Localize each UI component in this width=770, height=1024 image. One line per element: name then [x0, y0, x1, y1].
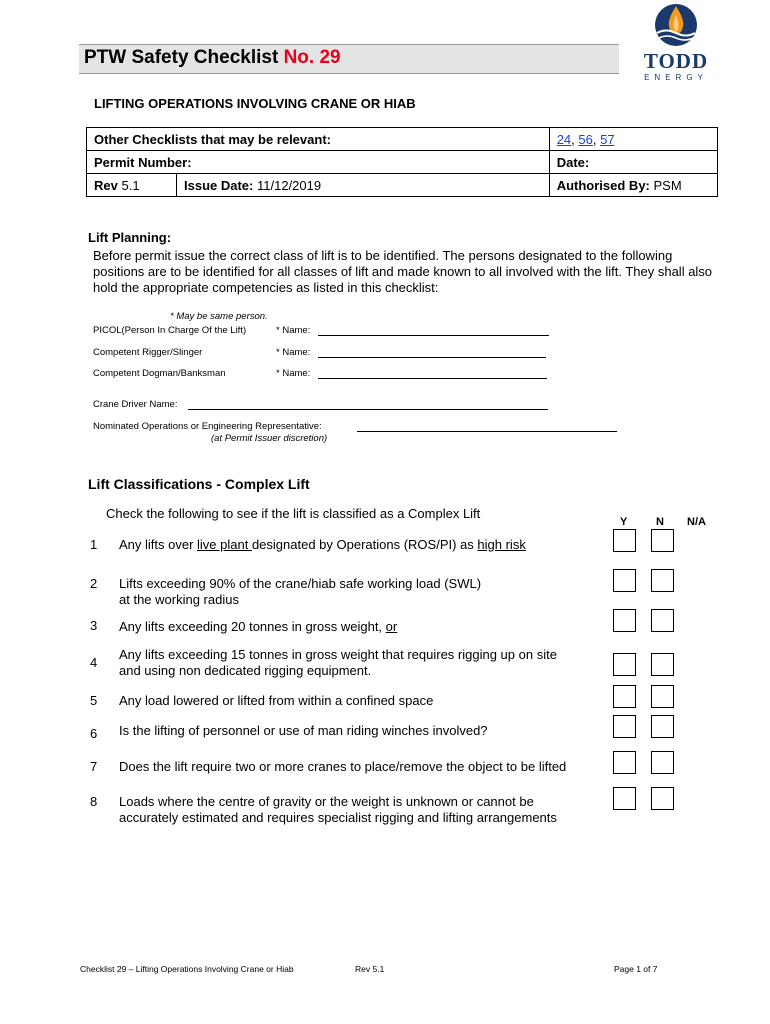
item-5-number: 5 — [90, 693, 98, 708]
item-7-number: 7 — [90, 759, 98, 774]
item-3-text — [119, 619, 397, 635]
item-2-line2: at the working radius — [119, 592, 239, 607]
authorised-value: PSM — [653, 177, 682, 193]
lift-planning-intro: Before permit issue the correct class of lift is to be identified. The persons designated to the following positions are to be identified for all classes of lift and made known to all involved with the lift. They shall also hold the appropriate competencies as listed in this checklist: — [93, 248, 713, 295]
footer-revision: Rev 5.1 — [355, 964, 385, 974]
classifications-instruction: Check the following to see if the lift is classified as a Complex Lift — [106, 506, 481, 521]
lift-planning-heading: Lift Planning: — [88, 230, 172, 245]
item-4-y-checkbox[interactable] — [613, 653, 636, 676]
item-1-text — [119, 537, 526, 553]
title-main: PTW Safety Checklist — [84, 47, 279, 68]
issue-date-label: Issue Date: — [184, 177, 254, 193]
permit-info-table — [86, 127, 718, 197]
date-label: Date: — [549, 151, 717, 174]
item-4-line2: and using non dedicated rigging equipment. — [119, 663, 372, 678]
item-5-text: Any load lowered or lifted from within a confined space — [119, 693, 434, 708]
checklist-link-57[interactable]: 57 — [600, 131, 615, 147]
item-8-y-checkbox[interactable] — [613, 787, 636, 810]
item-2-n-checkbox[interactable] — [651, 569, 674, 592]
authorised-label: Authorised By: — [556, 177, 650, 193]
item-2-number: 2 — [90, 576, 98, 591]
item-6-n-checkbox[interactable] — [651, 715, 674, 738]
item-8-number: 8 — [90, 794, 98, 809]
classifications-heading: Lift Classifications - Complex Lift — [88, 476, 310, 492]
rigger-label: Competent Rigger/Slinger — [93, 347, 203, 358]
item-7-y-checkbox[interactable] — [613, 751, 636, 774]
logo-subtitle: ENERGY — [644, 73, 708, 82]
item-7-n-checkbox[interactable] — [651, 751, 674, 774]
permit-discretion-note: (at Permit Issuer discretion) — [211, 433, 328, 444]
item-3-or: or — [385, 619, 398, 634]
nominated-rep-line[interactable] — [357, 431, 617, 432]
rev-label: Rev — [94, 177, 118, 193]
item-1-n-checkbox[interactable] — [651, 529, 674, 552]
picol-label: PICOL(Person In Charge Of the Lift) — [93, 325, 247, 336]
item-5-n-checkbox[interactable] — [651, 685, 674, 708]
crane-driver-line[interactable] — [188, 409, 548, 410]
logo-emblem-icon — [632, 2, 720, 46]
rev-value: 5.1 — [121, 177, 140, 193]
rigger-name-label: * Name: — [276, 347, 311, 358]
item-3-n-checkbox[interactable] — [651, 609, 674, 632]
col-na-header: N/A — [687, 516, 706, 528]
rev-cell — [87, 174, 177, 197]
issue-date-cell — [177, 174, 550, 197]
item-3-number: 3 — [90, 618, 98, 633]
item-1-live-plant: live plant — [197, 537, 252, 552]
dogman-name-line[interactable] — [318, 378, 547, 379]
other-checklists-label: Other Checklists that may be relevant: — [87, 128, 550, 151]
document-subtitle: LIFTING OPERATIONS INVOLVING CRANE OR HIAB — [94, 96, 416, 111]
item-8-line2: accurately estimated and requires specialist rigging and lifting arrangements — [119, 810, 557, 825]
item-1-y-checkbox[interactable] — [613, 529, 636, 552]
col-n-header: N — [656, 516, 664, 528]
title-number: No. 29 — [283, 47, 341, 68]
same-person-note: * May be same person. — [170, 311, 268, 322]
dogman-label: Competent Dogman/Banksman — [93, 368, 226, 379]
todd-energy-logo — [632, 2, 720, 84]
item-4-number: 4 — [90, 655, 98, 670]
footer-document-name: Checklist 29 – Lifting Operations Involving Crane or Hiab — [80, 964, 294, 974]
checklist-link-24[interactable]: 24 — [556, 131, 572, 147]
item-6-y-checkbox[interactable] — [613, 715, 636, 738]
issue-date-value: 11/12/2019 — [257, 177, 322, 193]
picol-name-line[interactable] — [318, 335, 549, 336]
footer-page-number: Page 1 of 7 — [614, 964, 658, 974]
crane-driver-label: Crane Driver Name: — [93, 399, 178, 410]
item-5-y-checkbox[interactable] — [613, 685, 636, 708]
logo-name: TODD — [643, 49, 709, 73]
item-8-n-checkbox[interactable] — [651, 787, 674, 810]
item-7-text: Does the lift require two or more cranes to place/remove the object to be lifted — [119, 759, 567, 774]
picol-name-label: * Name: — [276, 325, 311, 336]
dogman-name-label: * Name: — [276, 368, 311, 379]
item-1-text-b: designated by Operations (ROS/PI) as — [251, 537, 478, 552]
checklist-link-56[interactable]: 56 — [578, 131, 593, 147]
permit-number-label: Permit Number: — [87, 151, 550, 174]
item-2-line1: Lifts exceeding 90% of the crane/hiab safe working load (SWL) — [119, 576, 482, 591]
page-title — [84, 47, 341, 69]
col-y-header: Y — [620, 516, 628, 528]
item-3-y-checkbox[interactable] — [613, 609, 636, 632]
authorised-cell — [549, 174, 717, 197]
item-4-n-checkbox[interactable] — [651, 653, 674, 676]
item-8-line1: Loads where the centre of gravity or the weight is unknown or cannot be — [119, 794, 534, 809]
item-1-number: 1 — [90, 537, 98, 552]
item-4-line1: Any lifts exceeding 15 tonnes in gross weight that requires rigging up on site — [119, 647, 557, 662]
item-6-number: 6 — [90, 726, 98, 741]
item-2-y-checkbox[interactable] — [613, 569, 636, 592]
related-checklists-cell: 24, 56, 57 — [549, 128, 717, 151]
item-6-text: Is the lifting of personnel or use of man riding winches involved? — [119, 723, 488, 738]
item-3-text-a: Any lifts exceeding 20 tonnes in gross weight, — [119, 619, 386, 634]
item-1-high-risk: high risk — [477, 537, 526, 552]
nominated-rep-label: Nominated Operations or Engineering Representative: — [93, 421, 322, 432]
item-1-text-a: Any lifts over — [119, 537, 198, 552]
rigger-name-line[interactable] — [318, 357, 546, 358]
